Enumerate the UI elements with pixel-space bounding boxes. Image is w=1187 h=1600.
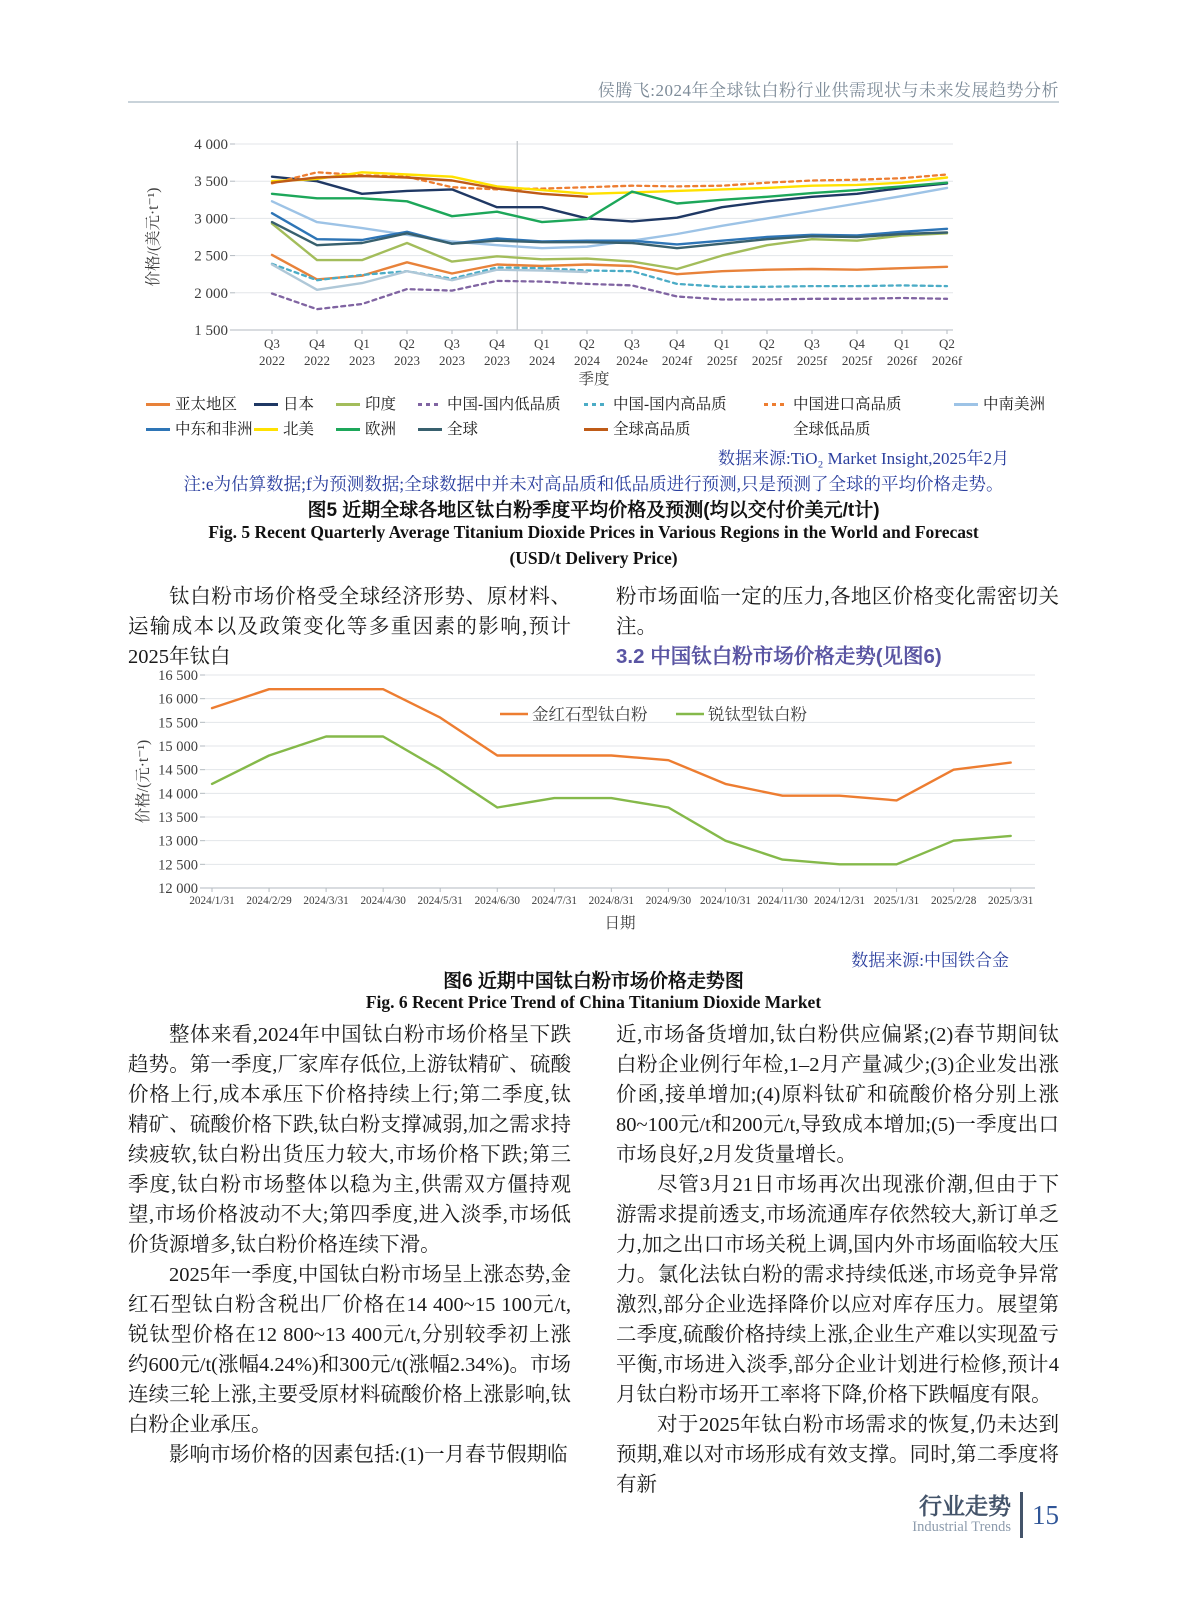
svg-text:2024/7/31: 2024/7/31 <box>531 895 577 907</box>
running-head: 侯腾飞:2024年全球钛白粉行业供需现状与未来发展趋势分析 <box>597 81 1059 100</box>
legend-label: 中国进口高品质 <box>793 396 902 413</box>
legend-item-9 <box>254 417 336 442</box>
fig6-caption-zh: 图6 近期中国钛白粉市场价格走势图 <box>443 971 744 992</box>
svg-text:16 500: 16 500 <box>158 668 198 684</box>
body-columns <box>128 1020 1059 1500</box>
legend-label: 中国-国内高品质 <box>613 396 727 413</box>
legend-item-5 <box>584 392 764 417</box>
series-color-swatch <box>418 428 442 431</box>
svg-text:Q12025f: Q1 2025f <box>706 336 738 368</box>
legend-label: 中国-国内低品质 <box>447 396 561 413</box>
svg-text:Q42022: Q4 2022 <box>304 336 330 368</box>
svg-text:3 500: 3 500 <box>194 174 228 191</box>
svg-text:2024/1/31: 2024/1/31 <box>189 895 235 907</box>
svg-text:13 000: 13 000 <box>158 833 198 850</box>
legend-label: 北美 <box>283 421 315 438</box>
intro-paragraph-cont: 粉市场面临一定的压力,各地区价格变化需密切关注。 <box>616 586 1059 638</box>
paragraph: 2025年一季度,中国钛白粉市场呈上涨态势,金红石型钛白粉含税出厂价格在14 400~15 100元/t,锐钛型价格在12 800~13 400元/t,分别较季初上涨约600元/t(涨幅4.24%)和300元/t(涨幅2.34%)。市场连续三轮上涨,主要受原材料硫酸价格上涨影响,钛白粉企业承压。 <box>128 1264 571 1436</box>
svg-text:2024/10/31: 2024/10/31 <box>699 895 751 907</box>
fig6-line-chart <box>128 652 1059 940</box>
paragraph: 影响市场价格的因素包括:(1)一月春节假期临 <box>169 1444 568 1466</box>
fig5-caption-zh: 图5 近期全球各地区钛白粉季度平均价格及预测(均以交付价美元/t计) <box>307 500 880 521</box>
svg-text:2024/6/30: 2024/6/30 <box>474 895 520 907</box>
svg-text:Q12026f: Q1 2026f <box>886 336 918 368</box>
svg-text:2025/1/31: 2025/1/31 <box>873 895 920 907</box>
legend-label: 全球低品质 <box>793 421 871 438</box>
fig5-line-chart <box>128 132 1059 390</box>
svg-text:2024/2/29: 2024/2/29 <box>246 895 292 907</box>
svg-text:2025/3/31: 2025/3/31 <box>988 895 1034 907</box>
svg-text:Q22024: Q2 2024 <box>574 336 600 368</box>
footer-divider <box>1020 1492 1023 1538</box>
svg-text:金红石型钛白粉: 金红石型钛白粉 <box>532 705 648 724</box>
paragraph: 整体来看,2024年中国钛白粉市场价格呈下跌趋势。第一季度,厂家库存低位,上游钛精矿、硫酸价格上行,成本承压下价格持续上行;第二季度,钛精矿、硫酸价格下跌,钛白粉支撑减弱,加之需求持续疲软,钛白粉出货压力较大,市场价格下跌;第三季度,钛白粉市场整体以稳为主,供需双方僵持观望,市场价格波动不大;第四季度,进入淡季,市场低价货源增多,钛白粉价格连续下滑。 <box>128 1024 571 1256</box>
series-color-swatch <box>764 403 788 406</box>
svg-text:Q32022: Q3 2022 <box>259 336 285 368</box>
series-color-swatch <box>418 403 442 406</box>
svg-text:12 000: 12 000 <box>158 881 198 897</box>
series-color-swatch <box>584 403 608 406</box>
svg-text:2024/11/30: 2024/11/30 <box>757 895 808 907</box>
footer-section-en: Industrial Trends <box>912 1519 1011 1535</box>
svg-text:Q12024: Q1 2024 <box>529 336 555 368</box>
svg-text:1 500: 1 500 <box>194 323 228 339</box>
svg-text:2024/3/31: 2024/3/31 <box>303 895 349 907</box>
svg-text:Q32023: Q3 2023 <box>439 336 465 368</box>
legend-item-8 <box>146 417 254 442</box>
series-color-swatch <box>146 428 170 431</box>
svg-text:2024/9/30: 2024/9/30 <box>645 895 692 907</box>
legend-item-2 <box>254 392 336 417</box>
svg-text:2024/8/31: 2024/8/31 <box>588 895 635 907</box>
svg-text:价格/(元·t⁻¹): 价格/(元·t⁻¹) <box>135 739 152 824</box>
fig6-source: 数据来源:中国铁合金 <box>851 951 1009 970</box>
svg-text:2 000: 2 000 <box>194 285 228 302</box>
svg-text:日期: 日期 <box>604 915 636 932</box>
footer-section-zh: 行业走势 <box>919 1493 1011 1519</box>
legend-item-4 <box>418 392 584 417</box>
series-color-swatch <box>254 428 278 431</box>
fig5-caption-en: Fig. 5 Recent Quarterly Average Titanium Dioxide Prices in Various Regions in the World and Forecast <box>208 522 979 542</box>
svg-text:16 000: 16 000 <box>158 691 198 708</box>
legend-label: 亚太地区 <box>175 396 238 413</box>
svg-text:3 000: 3 000 <box>194 211 228 228</box>
legend-row <box>146 417 1077 442</box>
legend-label: 中东和非洲 <box>175 421 253 438</box>
legend-item-13 <box>764 417 954 442</box>
svg-text:价格/(美元·t⁻¹): 价格/(美元·t⁻¹) <box>145 187 162 287</box>
body-right-column <box>616 1020 1059 1500</box>
svg-text:Q22026f: Q2 2026f <box>931 336 963 368</box>
svg-text:2024/5/31: 2024/5/31 <box>417 895 463 907</box>
series-color-swatch <box>254 403 278 406</box>
svg-text:Q42023: Q4 2023 <box>484 336 510 368</box>
legend-label: 印度 <box>365 396 397 413</box>
legend-item-3 <box>336 392 418 417</box>
legend-item-10 <box>336 417 418 442</box>
series-color-swatch <box>146 403 170 406</box>
svg-text:Q42025f: Q4 2025f <box>841 336 873 368</box>
paragraph: 近,市场备货增加,钛白粉供应偏紧;(2)春节期间钛白粉企业例行年检,1–2月产量减少;(3)企业发出涨价函,接单增加;(4)原料钛矿和硫酸价格分别上涨80~100元/t和200元/t,导致成本增加;(5)一季度出口市场良好,2月发货量增长。 <box>616 1024 1059 1166</box>
intro-paragraph: 钛白粉市场价格受全球经济形势、原材料、运输成本以及政策变化等多重因素的影响,预计2025年钛白 <box>128 586 571 668</box>
legend-item-12 <box>584 417 764 442</box>
svg-text:13 500: 13 500 <box>158 810 198 826</box>
legend-item-7 <box>954 392 1054 417</box>
legend-item-1 <box>146 392 254 417</box>
series-color-swatch <box>584 428 608 431</box>
svg-text:Q32025f: Q3 2025f <box>796 336 828 368</box>
svg-text:Q22023: Q2 2023 <box>394 336 420 368</box>
series-color-swatch <box>336 428 360 431</box>
svg-text:2 500: 2 500 <box>194 248 228 265</box>
header-rule <box>128 101 1059 103</box>
svg-text:14 500: 14 500 <box>158 762 198 779</box>
svg-text:Q42024f: Q4 2024f <box>661 336 693 368</box>
body-left-column <box>128 1020 571 1500</box>
svg-text:锐钛型钛白粉: 锐钛型钛白粉 <box>708 705 807 724</box>
svg-text:季度: 季度 <box>578 371 610 388</box>
svg-text:15 500: 15 500 <box>158 715 198 732</box>
legend-label: 日本 <box>283 396 315 413</box>
legend-label: 中南美洲 <box>983 396 1046 413</box>
legend-row <box>146 392 1077 417</box>
legend-item-11 <box>418 417 584 442</box>
section-heading-3-2: 3.2 中国钛白粉市场价格走势(见图6) <box>616 645 942 668</box>
legend-label: 欧洲 <box>365 421 397 438</box>
page-footer <box>912 1492 1059 1538</box>
svg-text:2024/4/30: 2024/4/30 <box>360 895 406 907</box>
paragraph: 尽管3月21日市场再次出现涨价潮,但由于下游需求提前透支,市场流通库存依然较大,新订单乏力,加之出口市场关税上调,国内外市场面临较大压力。氯化法钛白粉的需求持续低迷,市场竞争异常激烈,部分企业选择降价以应对库存压力。展望第二季度,硫酸价格持续上涨,企业生产难以实现盈亏平衡,市场进入淡季,部分企业计划进行检修,预计4月钛白粉市场开工率将下降,价格下跌幅度有限。 <box>616 1174 1059 1406</box>
svg-text:14 000: 14 000 <box>158 786 198 803</box>
fig5-legend <box>146 392 1077 442</box>
svg-text:2024/12/31: 2024/12/31 <box>814 895 866 907</box>
footer-section <box>912 1494 1011 1536</box>
fig5-caption-en-sub: (USD/t Delivery Price) <box>509 548 678 568</box>
legend-label: 全球高品质 <box>613 421 691 438</box>
svg-text:Q12023: Q1 2023 <box>349 336 375 368</box>
page-number: 15 <box>1032 1499 1059 1530</box>
paragraph: 对于2025年钛白粉市场需求的恢复,仍未达到预期,难以对市场形成有效支撑。同时,第二季度将有新 <box>616 1414 1059 1496</box>
fig5-note: 注:e为估算数据;f为预测数据;全球数据中并未对高品质和低品质进行预测,只是预测了全球的平均价格走势。 <box>183 474 1004 494</box>
svg-text:2025/2/28: 2025/2/28 <box>930 895 977 907</box>
svg-text:15 000: 15 000 <box>158 739 198 755</box>
svg-text:4 000: 4 000 <box>194 137 228 153</box>
svg-text:Q32024e: Q3 2024e <box>616 336 648 368</box>
fig5-source: 数据来源:TiO₂ Market Insight,2025年2月 <box>717 449 1009 468</box>
svg-text:12 500: 12 500 <box>158 857 198 874</box>
svg-text:Q22025f: Q2 2025f <box>751 336 783 368</box>
legend-label: 全球 <box>447 421 479 438</box>
legend-item-6 <box>764 392 954 417</box>
fig6-caption-en: Fig. 6 Recent Price Trend of China Titanium Dioxide Market <box>365 992 822 1012</box>
series-color-swatch <box>336 403 360 406</box>
series-color-swatch <box>954 403 978 406</box>
